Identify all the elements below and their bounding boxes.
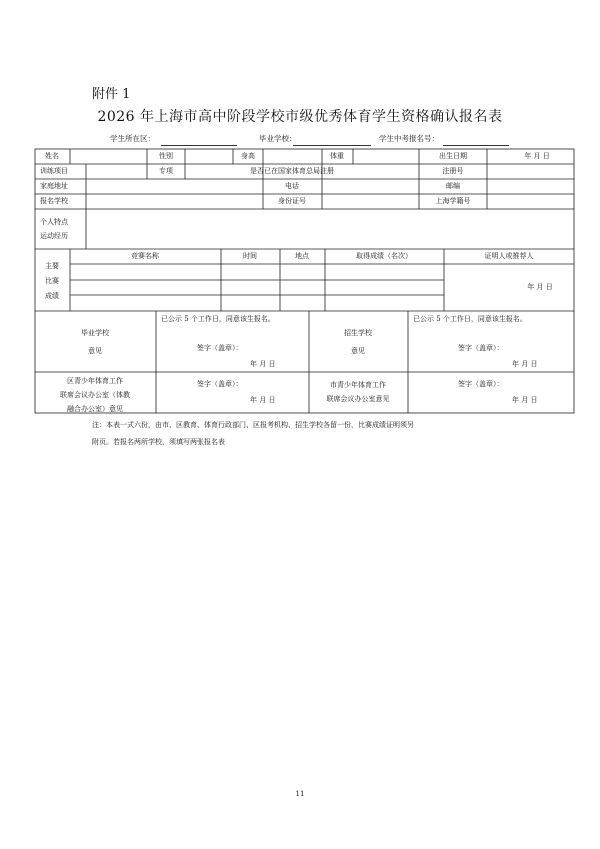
district-label: 学生所在区： (110, 134, 155, 143)
results-label-2: 比赛 (45, 277, 59, 285)
grad-school-opinion-label-2: 意见 (88, 347, 102, 355)
district-office-label-2: 联席会议办公室（体教 (60, 391, 130, 399)
birth-date-value[interactable]: 年 月 日 (524, 152, 550, 160)
place-header: 地点 (295, 252, 309, 260)
city-office-label-1: 市青少年体育工作 (330, 381, 386, 389)
sports-experience-label: 运动经历 (40, 232, 68, 240)
name-label: 姓名 (45, 152, 59, 160)
enroll-school-sign[interactable]: 签字（盖章）： (458, 344, 504, 352)
exam-no-label: 学生中考报名号： (379, 134, 439, 143)
grad-school-sign-date[interactable]: 年 月 日 (250, 360, 276, 368)
registered-question-label: 是否已在国家体育总局注册 (250, 167, 334, 175)
form-title: 2026 年上海市高中阶段学校市级优秀体育学生资格确认报名表 (97, 109, 503, 125)
witness-header: 证明人或推荐人 (484, 252, 534, 260)
personal-traits-label: 个人特点 (40, 218, 68, 226)
id-card-label: 身份证号 (278, 197, 306, 205)
phone-label: 电话 (285, 182, 299, 190)
enroll-school-opinion-label-2: 意见 (351, 347, 365, 355)
district-office-sign[interactable]: 签字（盖章）： (197, 380, 243, 388)
applied-school-label: 报名学校 (40, 197, 68, 205)
school-label: 毕业学校： (259, 134, 297, 143)
result-header: 取得成绩（名次） (356, 252, 412, 260)
city-office-sign[interactable]: 签字（盖章）： (458, 380, 504, 388)
city-office-sign-date[interactable]: 年 月 日 (512, 396, 538, 404)
district-office-sign-date[interactable]: 年 月 日 (250, 396, 276, 404)
shanghai-student-no-label: 上海学籍号 (435, 197, 471, 205)
attachment-label: 附件 1 (92, 87, 131, 102)
results-label-3: 成绩 (45, 292, 59, 300)
district-office-label-3: 融合办公室）意见 (67, 405, 123, 413)
enroll-school-sign-date[interactable]: 年 月 日 (512, 360, 538, 368)
enroll-school-opinion-label-1: 招生学校 (344, 329, 372, 337)
birth-date-label: 出生日期 (439, 152, 467, 160)
weight-label: 体重 (330, 152, 344, 160)
height-label: 身高 (241, 152, 255, 160)
witness-date[interactable]: 年 月 日 (527, 283, 553, 291)
training-item-label: 训练项目 (40, 167, 68, 175)
specialty-label: 专项 (159, 167, 173, 175)
page-number: 11 (295, 790, 305, 798)
grad-school-opinion-label-1: 毕业学校 (81, 329, 109, 337)
gender-label: 性别 (159, 152, 173, 160)
postcode-label: 邮编 (446, 182, 460, 190)
note-line-1: 注：本表一式六份，由市、区教育、体育行政部门、区报考机构、招生学校各留一份，比赛成绩证明须另 (92, 421, 414, 429)
time-header: 时间 (243, 252, 257, 260)
city-office-label-2: 联席会议办公室意见 (326, 395, 390, 403)
registration-no-label: 注册号 (442, 167, 464, 175)
grad-school-publicity: 已公示 5 个工作日，同意该生报名。 (161, 315, 275, 323)
results-label-1: 主要 (45, 262, 59, 270)
enroll-school-publicity: 已公示 5 个工作日，同意该生报名。 (413, 315, 527, 323)
competition-name-header: 竞赛名称 (131, 252, 159, 260)
district-office-label-1: 区青少年体育工作 (67, 377, 123, 385)
home-address-label: 家庭地址 (40, 182, 68, 190)
grad-school-sign[interactable]: 签字（盖章）： (197, 344, 243, 352)
note-line-2: 附页。若报名两所学校，须填写两张报名表 (92, 438, 225, 446)
